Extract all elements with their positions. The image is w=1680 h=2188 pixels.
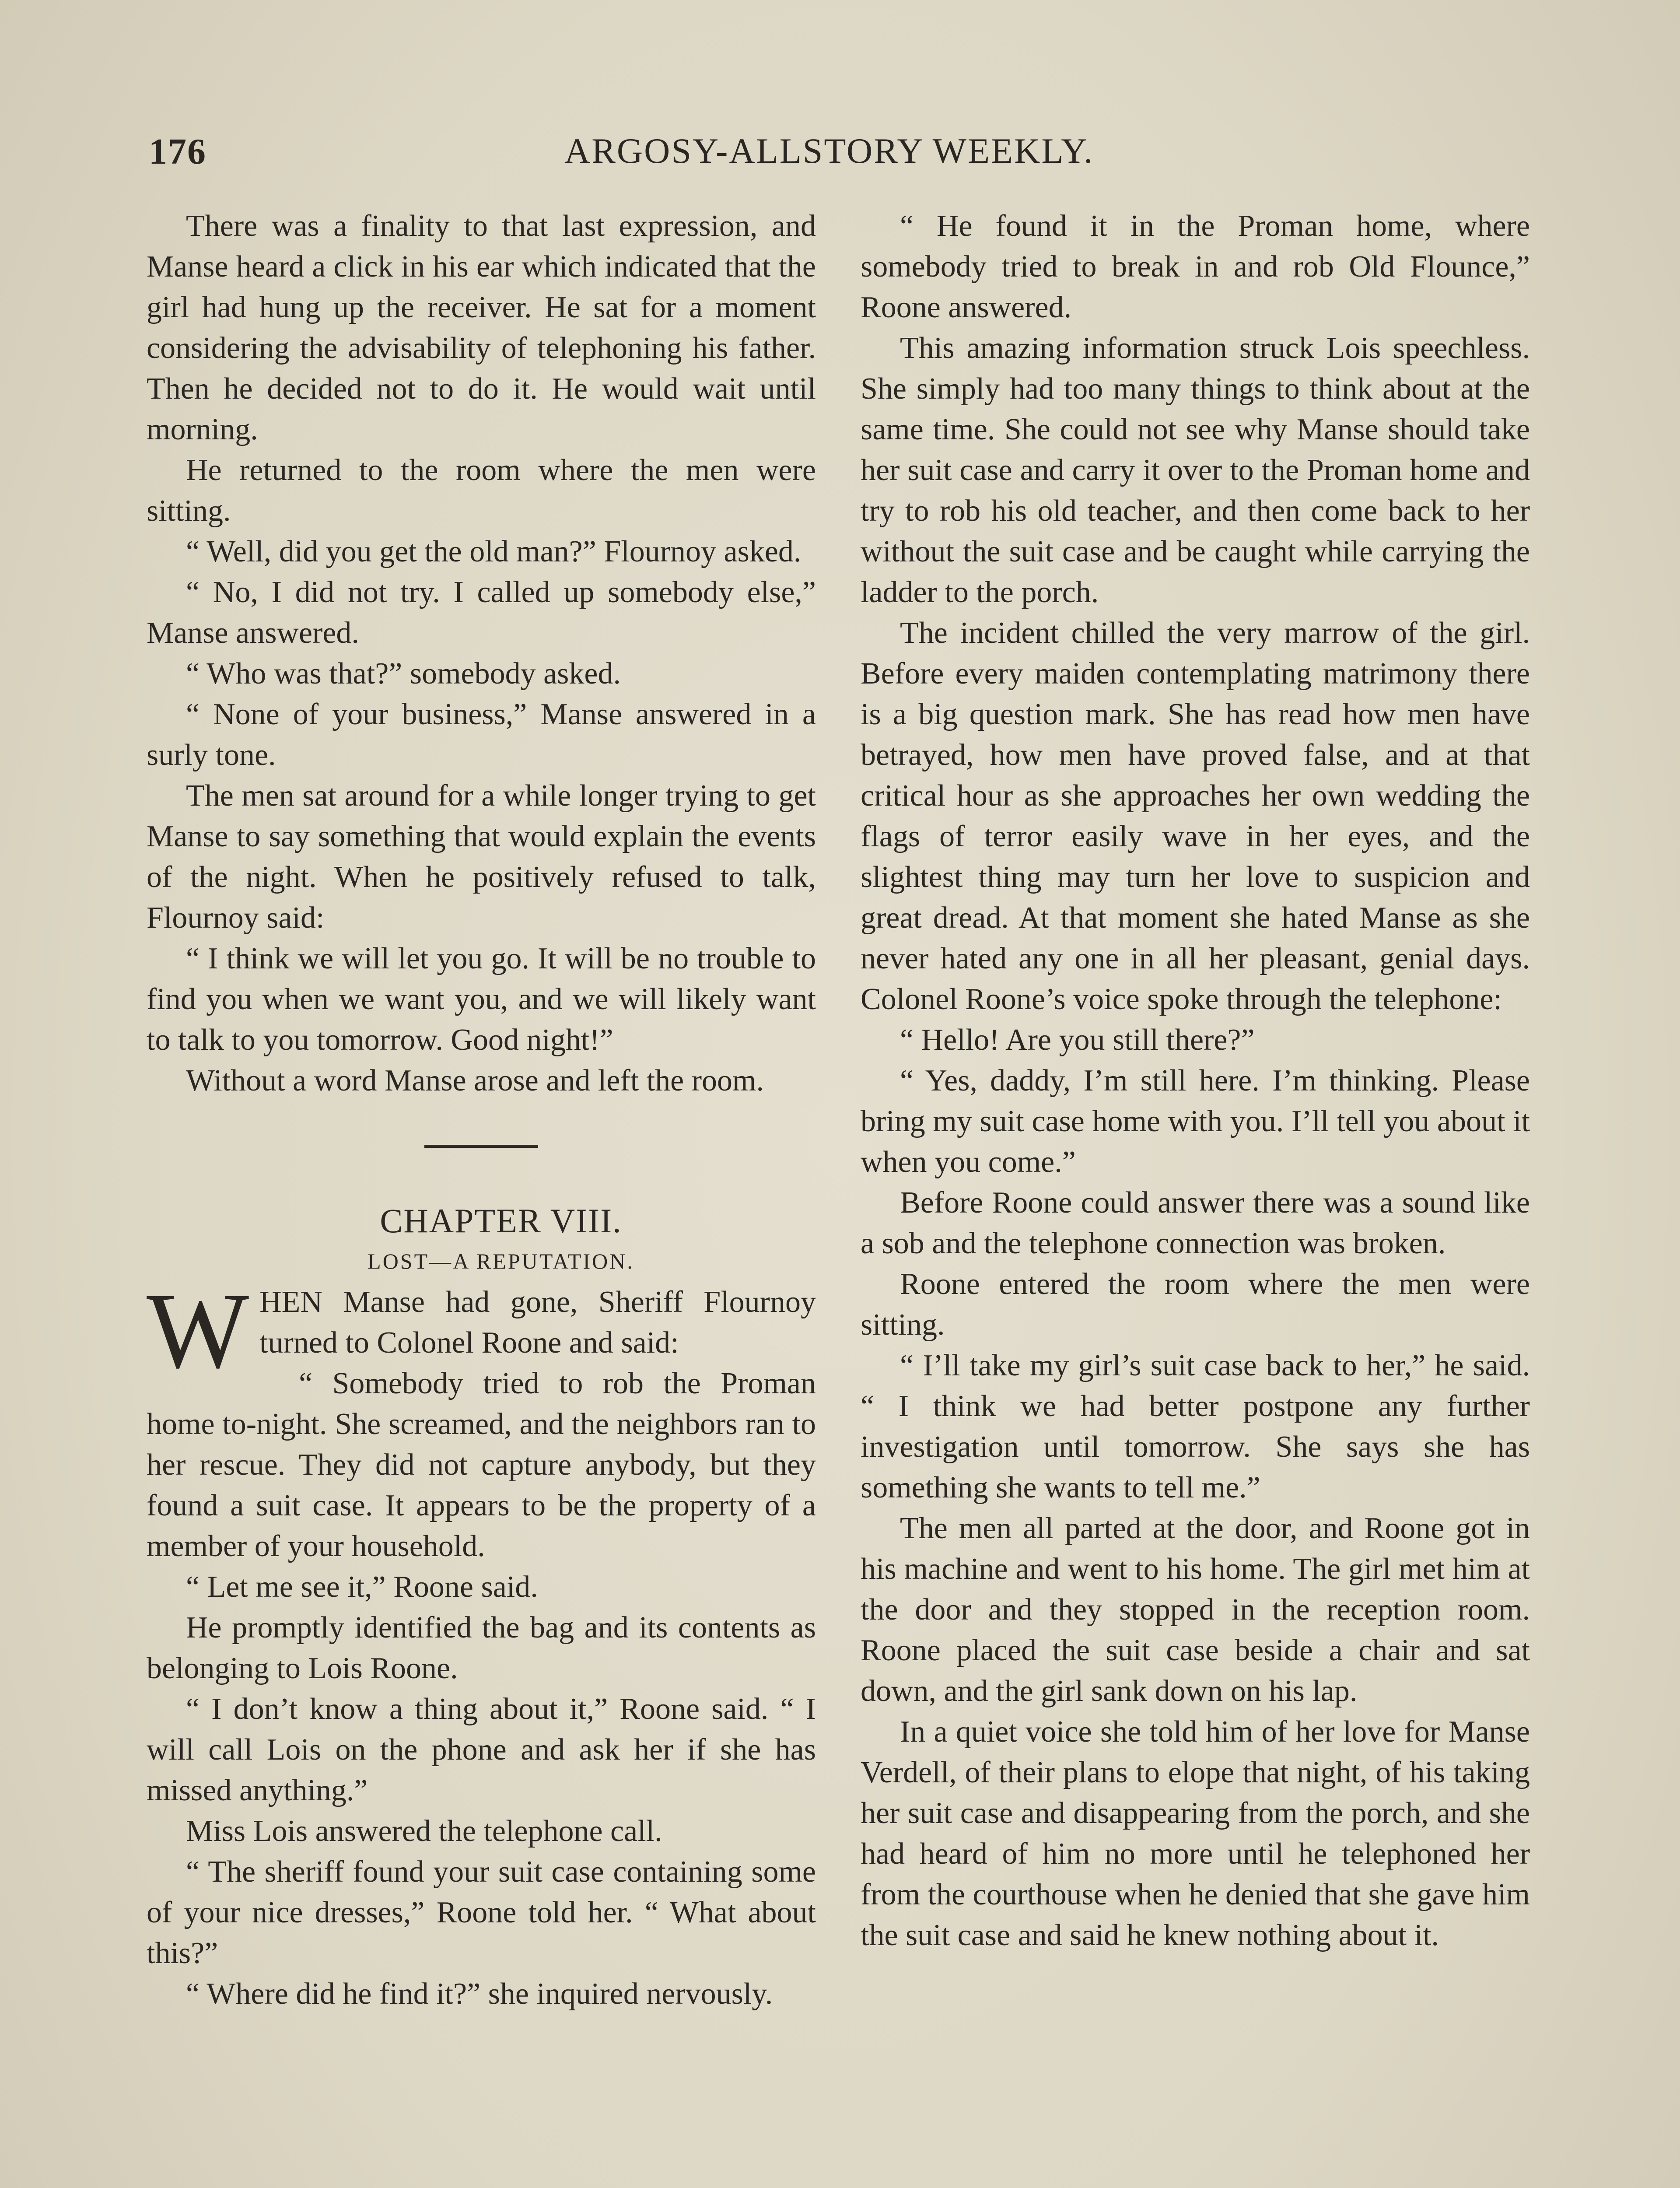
left-column — [147, 206, 816, 2014]
page-header — [149, 130, 1531, 179]
opening-text: HEN Manse had gone, Sheriff Flournoy turned to Colonel Roone and said: — [259, 1285, 816, 1360]
paragraph: There was a finality to that last expression, and Manse heard a click in his ear which indicated that the girl had hung up the receiver. He sat for a moment considering the advisability of telephoning his father. Then he decided not to do it. He would wait until morning. — [147, 209, 816, 446]
paragraph: “ Hello! Are you still there?” — [900, 1023, 1255, 1057]
opening-paragraph — [147, 1270, 816, 1391]
drop-cap: W — [147, 1270, 249, 1391]
paragraph: In a quiet voice she told him of her love for Manse Verdell, of their plans to elope that night, of his taking her suit case and disappearing from the porch, and she had heard of him no more until he telephoned her from the courthouse when he denied that she gave him the suit case and said he knew nothing about it. — [861, 1715, 1530, 1952]
right-column — [861, 206, 1530, 1956]
paragraph: He promptly identified the bag and its contents as belonging to Lois Roone. — [147, 1611, 816, 1685]
paragraph: “ Yes, daddy, I’m still here. I’m thinking. Please bring my suit case home with you. I’ll tell you about it when you come.” — [861, 1064, 1530, 1179]
paragraph: “ I think we will let you go. It will be no trouble to find you when we want you, and we will likely want to talk to you tomorrow. Good night!” — [147, 942, 816, 1057]
section-divider — [424, 1145, 538, 1148]
paragraph: Roone entered the room where the men were sitting. — [861, 1267, 1530, 1342]
paragraph: “ I don’t know a thing about it,” Roone said. “ I will call Lois on the phone and ask her if she has missed anything.” — [147, 1692, 816, 1807]
running-title: ARGOSY-ALLSTORY WEEKLY. — [564, 131, 1094, 171]
chapter-opening — [147, 1270, 816, 1391]
paragraph: “ Somebody tried to rob the Proman home to-night. She screamed, and the neighbors ran to her rescue. They did not capture anybody, but they found a suit case. It appears to be the property of a member of your household. — [147, 1367, 816, 1563]
paragraph: “ Who was that?” somebody asked. — [186, 657, 621, 691]
paragraph: The men sat around for a while longer trying to get Manse to say something that would explain the events of the night. When he positively refused to talk, Flournoy said: — [147, 779, 816, 935]
chapter-subtitle: LOST—A REPUTATION. — [368, 1249, 634, 1273]
paragraph: “ The sheriff found your suit case containing some of your nice dresses,” Roone told her. “ What about this?” — [147, 1855, 816, 1970]
paragraph: “ I’ll take my girl’s suit case back to her,” he said. “ I think we had better postpone any further investigation until tomorrow. She says she has something she wants to tell me.” — [861, 1349, 1530, 1504]
paragraph: Before Roone could answer there was a sound like a sob and the telephone connection was broken. — [861, 1186, 1530, 1260]
paragraph: “ No, I did not try. I called up somebody else,” Manse answered. — [147, 575, 816, 650]
paragraph: “ He found it in the Proman home, where somebody tried to break in and rob Old Flounce,” Roone answered. — [861, 209, 1530, 324]
paragraph: The incident chilled the very marrow of the girl. Before every maiden contemplating matrimony there is a big question mark. She has read how men have betrayed, how men have proved false, and at that critical hour as she approaches her own wedding the flags of terror easily wave in her eyes, and the slightest thing may turn her love to suspicion and great dread. At that moment she hated Manse as she never hated any one in all her pleasant, genial days. Colonel Roone’s voice spoke through the telephone: — [861, 616, 1530, 1016]
page-number: 176 — [149, 131, 206, 172]
paragraph: “ Well, did you get the old man?” Flournoy asked. — [186, 535, 802, 568]
paragraph: This amazing information struck Lois speechless. She simply had too many things to think about at the same time. She could not see why Manse should take her suit case and carry it over to the Proman home and try to rob his old teacher, and then come back to her without the suit case and be caught while carrying the ladder to the porch. — [861, 331, 1530, 609]
paragraph: He returned to the room where the men were sitting. — [147, 453, 816, 528]
paragraph: “ None of your business,” Manse answered in a surly tone. — [147, 698, 816, 772]
chapter-title: CHAPTER VIII. — [380, 1202, 622, 1240]
paragraph: Miss Lois answered the telephone call. — [186, 1814, 662, 1848]
paragraph: “ Let me see it,” Roone said. — [186, 1570, 538, 1604]
paragraph: The men all parted at the door, and Roone got in his machine and went to his home. The girl met him at the door and they stopped in the reception room. Roone placed the suit case beside a chair and sat down, and the girl sank down on his lap. — [861, 1511, 1530, 1708]
paragraph: Without a word Manse arose and left the room. — [186, 1064, 764, 1098]
paragraph: “ Where did he find it?” she inquired nervously. — [186, 1977, 773, 2011]
